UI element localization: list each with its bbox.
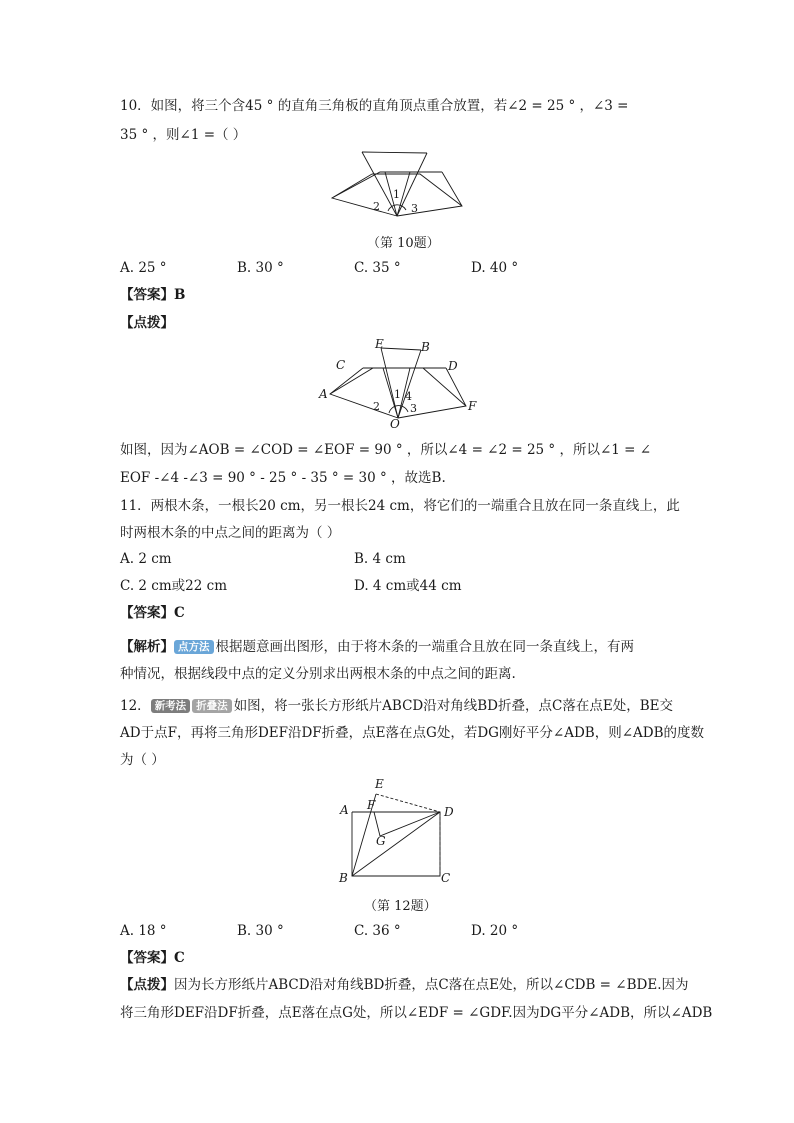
q10-option-d: D. 40 ° [471,260,519,276]
q10-angle-3-label: 3 [411,202,418,215]
q10-option-b: B. 30 ° [237,260,284,276]
q11-analysis-text: 根据题意画出图形，由于将木条的一端重合且放在同一条直线上，有两 [215,639,634,655]
q10-angle-1-label: 1 [393,188,400,201]
q10-hint-angle-4: 4 [405,390,412,403]
q10-hint-label-e: E [375,337,384,351]
q10-option-a: A. 25 ° [120,260,167,276]
q12-label-f: F [367,798,376,812]
q12-hint-line1 [120,976,688,994]
q12-label-g: G [376,834,386,848]
q10-hint-figure [318,338,488,430]
q11-option-d: D. 4 cm或44 cm [354,578,462,594]
q12-option-d: D. 20 ° [471,923,519,939]
q12-stem-line2: AD于点F，再将三角形DEF沿DF折叠，点E落在点G处，若DG刚好平分∠ADB，则∠ADB的度数 [120,725,705,741]
q10-caption: （第 10题） [367,236,440,251]
q12-label-d: D [444,805,454,819]
q12-option-b: B. 30 ° [237,923,284,939]
q10-hint-title: 【点拨】 [120,315,174,331]
q10-angle-2-label: 2 [373,200,380,213]
q12-answer: 【答案】C [120,950,185,966]
q12-number: 12． [120,698,151,714]
q10-hint-label-d: D [448,359,458,373]
q11-answer: 【答案】C [120,605,185,621]
q10-option-c: C. 35 ° [354,260,401,276]
q10-explanation-line1: 如图，因为∠AOB = ∠COD = ∠EOF = 90 ° ，所以∠4 = ∠2 = 25 ° ，所以∠1 = ∠ [120,442,652,458]
q12-hint-text: 因为长方形纸片ABCD沿对角线BD折叠，点C落在点E处，所以∠CDB = ∠BDE.因为 [174,977,689,993]
new-exam-badge: 新考法 [151,699,191,713]
q11-stem-line2: 时两根木条的中点之间的距离为（ ） [120,525,341,541]
q11-analysis-line2: 种情况，根据线段中点的定义分别求出两根木条的中点之间的距离. [120,666,516,682]
q12-label-b: B [339,871,348,885]
q11-option-b: B. 4 cm [354,551,406,567]
q10-answer: 【答案】B [120,287,186,303]
q10-hint-label-a: A [319,387,328,401]
q10-hint-label-b: B [421,340,430,354]
q10-hint-angle-1: 1 [394,388,401,401]
fold-method-badge: 折叠法 [192,699,232,713]
method-badge: 点方法 [174,640,214,654]
q12-label-c: C [441,871,451,885]
q10-hint-angle-3: 3 [410,402,417,415]
q10-hint-label-o: O [390,417,400,431]
q12-option-a: A. 18 ° [120,923,167,939]
q10-explanation-line2: EOF -∠4 -∠3 = 90 ° - 25 ° - 35 ° = 30 ° ，故选B. [120,470,446,486]
q12-hint-label: 【点拨】 [120,977,174,993]
q10-hint-label-f: F [468,399,477,413]
q10-hint-angle-2: 2 [373,400,380,413]
q12-label-e: E [375,777,384,791]
q10-figure [330,150,470,220]
q10-stem-line1: 10．如图，将三个含45 ° 的直角三角板的直角顶点重合放置，若∠2 = 25 ° ，∠3 = [120,98,629,114]
q10-stem-line2: 35 ° ，则∠1 =（ ） [120,127,247,143]
q11-option-c: C. 2 cm或22 cm [120,578,228,594]
q10-hint-label-c: C [336,358,346,372]
q11-option-a: A. 2 cm [120,551,172,567]
q11-stem-line1: 11．两根木条，一根长20 cm，另一根长24 cm，将它们的一端重合且放在同一条直线上，此 [120,498,680,514]
q12-option-c: C. 36 ° [354,923,401,939]
q12-label-a: A [340,803,349,817]
q11-analysis-label: 【解析】 [120,639,174,655]
q12-stem-text: 如图，将一张长方形纸片ABCD沿对角线BD折叠，点C落在点E处，BE交 [233,698,673,714]
q12-stem-line3: 为（ ） [120,752,165,768]
q12-hint-line2: 将三角形DEF沿DF折叠，点E落在点G处，所以∠EDF = ∠GDF.因为DG平分∠ADB，所以∠ADB [120,1005,713,1021]
q12-figure [336,776,466,888]
q12-caption: （第 12题） [364,899,437,914]
q12-stem-line1 [120,697,673,715]
q11-analysis-line1 [120,638,634,656]
